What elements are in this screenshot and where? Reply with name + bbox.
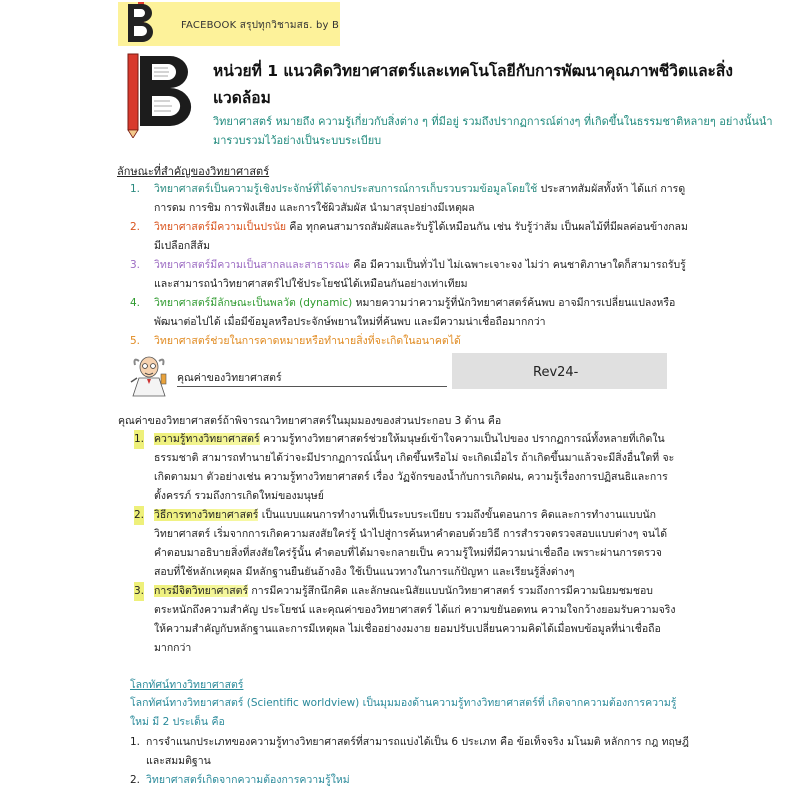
values-intro: คุณค่าของวิทยาศาสตร์ถ้าพิจารณาวิทยาศาสตร์ในมุมมองของส่วนประกอบ 3 ด้าน คือ — [118, 415, 502, 427]
book-pencil-logo-icon — [122, 50, 202, 138]
list-item — [130, 180, 690, 218]
list-number: 4. — [130, 297, 141, 309]
list-number: 3. — [134, 582, 144, 601]
list-item-text: คือ มีความเป็นทั่วไป ไม่เฉพาะเจาะจง ไม่ว่า คนชาติภาษาใดก็สามารถรับรู้ และสามารถนำวิทยาศาสตร์ไปใช้ประโยชน์ได้เหมือนกันอย่างเท่าเทียม — [154, 259, 686, 290]
list-item-lead: วิทยาศาสตร์มีความเป็นปรนัย — [154, 221, 287, 233]
worldview-heading: โลกทัศน์ทางวิทยาศาสตร์ — [130, 679, 244, 691]
list-item-lead: ความรู้ทางวิทยาศาสตร์ — [154, 433, 260, 445]
list-number: 2. — [130, 774, 141, 786]
list-item-text: การมีความรู้สึกนึกคิด และลักษณะนิสัยแบบนักวิทยาศาสตร์ รวมถึงการมีความนิยมชมชอบ ตระหนักถึงความสำคัญ ประโยชน์ และคุณค่าของวิทยาศาสตร์ ได้แก่ ความขยันอดทน ความใจกว้างยอมรับความจริง ให้ความสำคัญกับหลักฐานและการมีเหตุผล ไม่เชื่ออย่างงมงาย ยอมปรับเปลี่ยนความคิดได้เมื่อพบข้อมูลที่น่าเชื่อถือมากกว่า — [154, 585, 676, 654]
list-item-lead: วิทยาศาสตร์เป็นความรู้เชิงประจักษ์ที่ได้จากประสบการณ์การเก็บรวบรวมข้อมูลโดยใช้ — [154, 183, 538, 195]
worldview-definition: โลกทัศน์ทางวิทยาศาสตร์ (Scientific worldview) เป็นมุมมองด้านความรู้ทางวิทยาศาสตร์ที่ เกิดจากความต้องการความรู้ใหม่ มี 2 ประเด็น คือ — [130, 697, 677, 728]
rev-label: Rev24- — [533, 365, 579, 380]
list-item — [130, 218, 690, 256]
characteristics-heading: ลักษณะที่สำคัญของวิทยาศาสตร์ — [117, 165, 270, 178]
list-item-text: เป็นแบบแผนการทำงานที่เป็นระบบระเบียบ รวมถึงขั้นตอนการ คิดและการทำงานแบบนักวิทยาศาสตร์ เริ่มจากการเกิดความสงสัยใคร่รู้ นำไปสู่การค้นหาคำตอบด้วยวิธี การสำรวจตรวจสอบแบบต่างๆ จนได้คำตอบมาอธิบายสิ่งที่สงสัยใคร่รู้นั้น คำตอบที่ได้มาจะกลายเป็น ความรู้ใหม่ที่มีความน่าเชื่อถือ เพราะผ่านการตรวจสอบที่ใช้หลักเหตุผล มีหลักฐานยืนยันอ้างอิง ใช้เป็นแนวทางในการแก้ปัญหา และเรียนรู้สิ่งต่างๆ — [154, 509, 668, 578]
list-item-text: การจำแนกประเภทของความรู้ทางวิทยาศาสตร์ที่สามารถแบ่งได้เป็น 6 ประเภท คือ ข้อเท็จจริง มโนมติ หลักการ กฎ ทฤษฎี และสมมติฐาน — [146, 736, 689, 767]
list-number: 3. — [130, 259, 141, 271]
list-item-text: ความรู้ทางวิทยาศาสตร์ช่วยให้มนุษย์เข้าใจความเป็นไปของ ปรากฏการณ์ทั้งหลายที่เกิดในธรรมชาติ สามารถทำนายได้ว่าจะมีปรากฏการณ์นั้นๆ เกิดขึ้นหรือไม่ จะเกิดเมื่อไร ถ้าเกิดขึ้นมาแล้วจะมีสิ่งอื่นใดที่ จะเกิดตามมา ตัวอย่างเช่น ความรู้ทางวิทยาศาสตร์ เรื่อง วัฏจักรของน้ำกับการเกิดฝน, ความรู้เรื่องการปฏิสนธิและการตั้งครรภ์ รวมถึงการเกิดใหม่ของมนุษย์ — [154, 433, 675, 502]
list-item-lead: วิทยาศาสตร์ช่วยในการคาดหมายหรือทำนายสิ่งที่จะเกิดในอนาคตได้ — [154, 335, 461, 347]
list-item — [118, 506, 678, 582]
list-number: 1. — [130, 183, 141, 195]
values-title: คุณค่าของวิทยาศาสตร์ — [177, 372, 282, 384]
list-number: 2. — [134, 506, 144, 525]
list-number: 1. — [130, 736, 141, 748]
values-title-underline — [177, 386, 447, 387]
unit-title: หน่วยที่ 1 แนวคิดวิทยาศาสตร์และเทคโนโลยีกับการพัฒนาคุณภาพชีวิตและสิ่งแวดล้อม — [213, 62, 733, 107]
list-item-lead: วิทยาศาสตร์มีความเป็นสากลและสาธารณะ — [154, 259, 350, 271]
list-item-lead: การมีจิตวิทยาศาสตร์ — [154, 585, 249, 597]
list-item-text: หมายความว่าความรู้ที่นักวิทยาศาสตร์ค้นพบ อาจมีการเปลี่ยนแปลงหรือพัฒนาต่อไปได้ เมื่อมีข้อมูลหรือประจักษ์พยานใหม่ที่ค้นพบ และมีความน่าเชื่อถือมากกว่า — [154, 297, 676, 328]
list-item — [118, 582, 678, 658]
list-number: 5. — [130, 335, 141, 347]
list-number: 2. — [130, 221, 141, 233]
b-logo-small-icon — [118, 0, 170, 46]
list-item — [130, 733, 690, 771]
list-item — [118, 430, 678, 506]
characteristics-list — [130, 180, 690, 351]
list-number: 1. — [134, 430, 144, 449]
facebook-page-label: FACEBOOK สรุปทุกวิชามสธ. by B — [181, 20, 340, 31]
list-item — [130, 294, 690, 332]
worldview-list — [130, 733, 690, 790]
list-item — [130, 256, 690, 294]
list-item — [130, 771, 690, 790]
science-definition: วิทยาศาสตร์ หมายถึง ความรู้เกี่ยวกับสิ่งต่าง ๆ ที่มีอยู่ รวมถึงปรากฏการณ์ต่างๆ ที่เกิดขึ้นในธรรมชาติหลายๆ อย่างนั้นนำมารวบรวมไว้อย่างเป็นระบบระเบียบ — [213, 115, 773, 147]
list-item-lead: วิธีการทางวิทยาศาสตร์ — [154, 509, 259, 521]
list-item-text: วิทยาศาสตร์เกิดจากความต้องการความรู้ใหม่ — [146, 774, 350, 786]
list-item-text: ประสาทสัมผัสทั้งห้า ได้แก่ การดู การดม การชิม การฟังเสียง และการใช้ผิวสัมผัส นำมาสรุปอย่างมีเหตุผล — [154, 183, 686, 214]
list-item-lead: วิทยาศาสตร์มีลักษณะเป็นพลวัต (dynamic) — [154, 297, 353, 309]
list-item — [130, 332, 690, 351]
list-item-text: คือ ทุกคนสามารถสัมผัสและรับรู้ได้เหมือนกัน เช่น รับรู้ว่าส้ม เป็นผลไม้ที่มีผลค่อนข้างกลม มีเปลือกสีส้ม — [154, 221, 688, 252]
scientist-icon — [125, 352, 175, 402]
values-list — [118, 430, 678, 658]
